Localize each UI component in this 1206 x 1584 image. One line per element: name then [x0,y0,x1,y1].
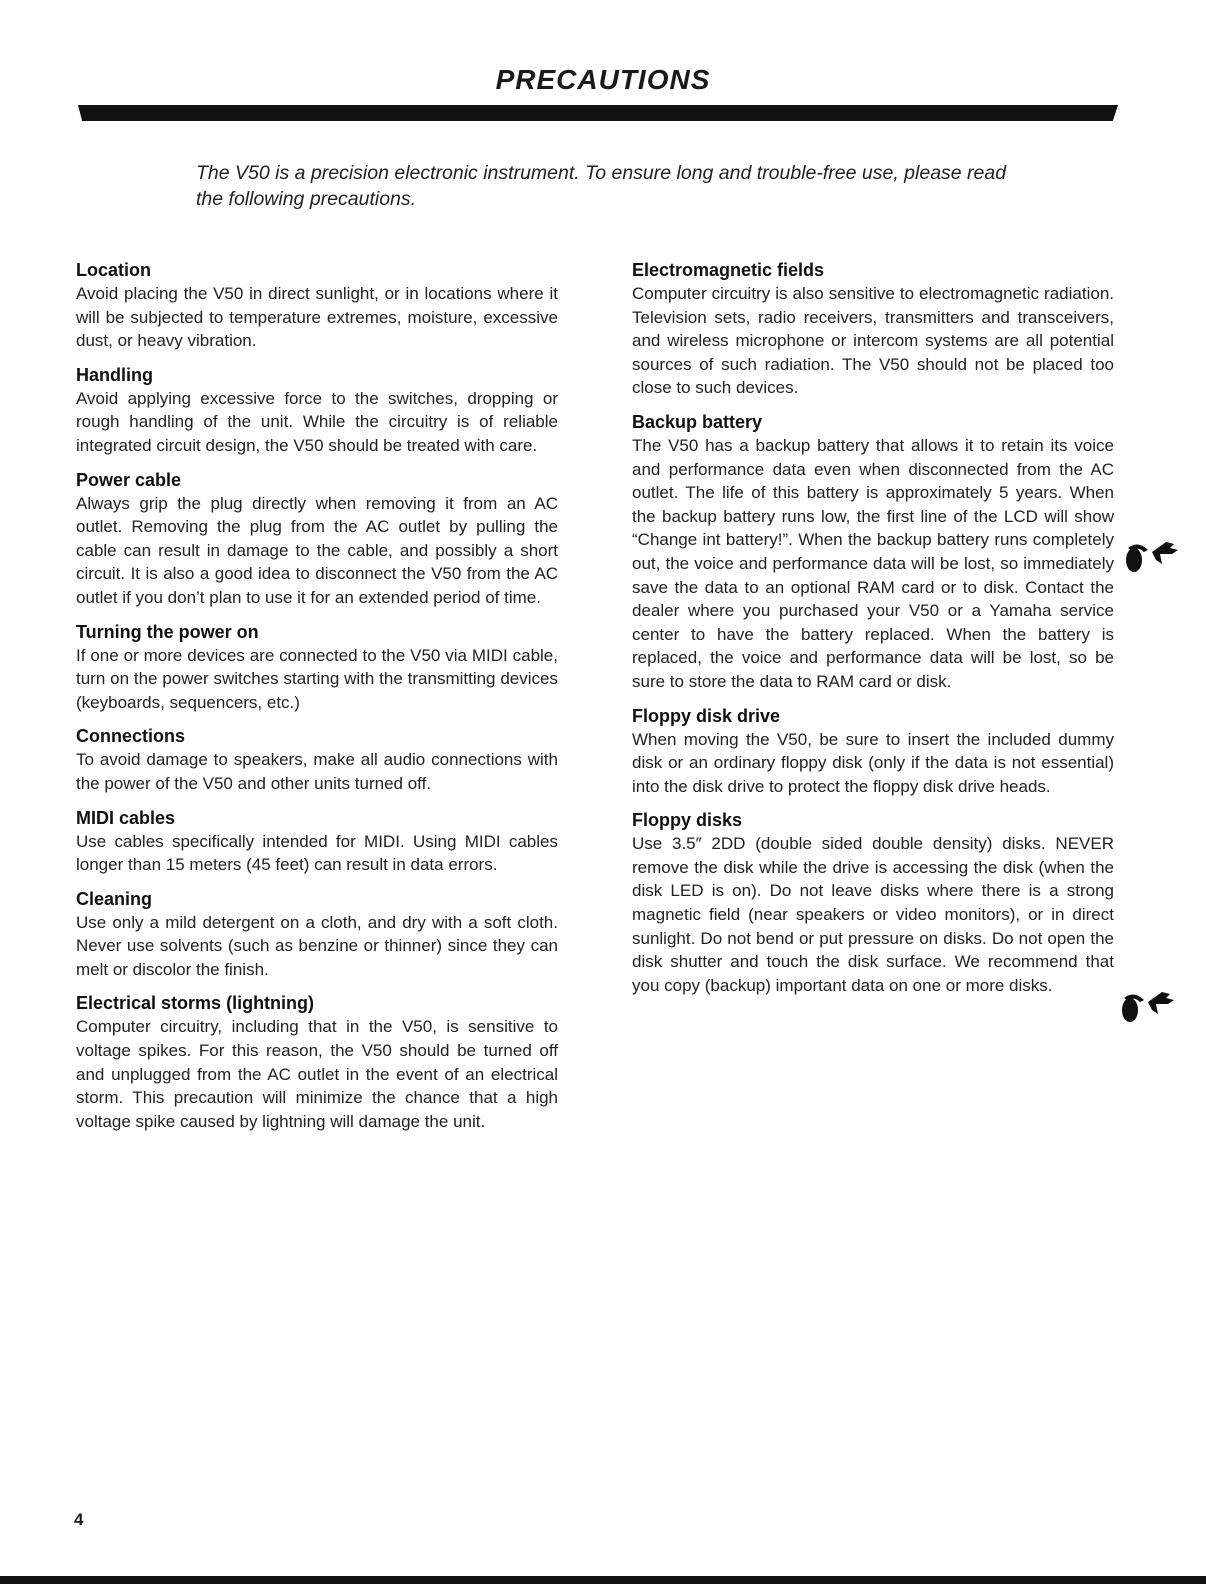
section-body: To avoid damage to speakers, make all audio connections with the power of the V50 and other units turned off. [76,750,558,793]
section-floppy-disks [632,808,1114,997]
section-cleaning [76,887,558,982]
left-column [76,258,558,1143]
section-power-cable [76,468,558,610]
section-body: Use 3.5″ 2DD (double sided double density) disks. NEVER remove the disk while the drive is accessing the disk (when the disk LED is on). Do not leave disks where there is a strong magnetic field (near speakers or video monitors), or in direct sunlight. Do not bend or put pressure on disks. Do not open the disk shutter and touch the disk surface. We recommend that you copy (backup) important data on one or more disks. [632,834,1114,995]
section-heading: Power cable [76,469,182,490]
right-column [632,258,1114,1007]
section-heading: Location [76,260,151,280]
section-location [76,258,558,353]
section-body: Use only a mild detergent on a cloth, and dry with a soft cloth. Never use solvents (such as benzine or thinner) since they can melt or discolor the finish. [76,912,558,979]
section-body: Computer circuitry, including that in the V50, is sensitive to voltage spikes. For this reason, the V50 should be turned off and unplugged from the AC outlet in the event of an electrical storm. This precaution will minimize the chance that a high voltage spike caused by lightning will damage the unit. [76,1017,558,1131]
section-body: The V50 has a backup battery that allows it to retain its voice and performance data even when disconnected from the AC outlet. The life of this battery is approximately 5 years. When the backup battery runs low, the first line of the LCD will show “Change int battery!”. When the backup battery runs completely out, the voice and performance data will be lost, so immediately save the data to an optional RAM card or to disk. Contact the dealer where you purchased your V50 or a Yamaha service center to have the battery replaced. When the battery is replaced, the voice and performance data will be lost, so be sure to store the data to RAM card or disk. [632,435,1114,691]
section-heading: Electrical storms (lightning) [76,993,315,1014]
intro-text: The V50 is a precision electronic instrument. To ensure long and trouble-free use, please read the following precautions. [196,162,1007,210]
section-heading: Backup battery [632,411,763,432]
section-body: Avoid applying excessive force to the switches, dropping or rough handling of the unit. While the circuitry is of reliable integrated circuit design, the V50 should be treated with care. [76,388,558,455]
section-midi-cables [76,806,558,877]
bottom-rule [0,1576,1206,1584]
section-body: If one or more devices are connected to the V50 via MIDI cable, turn on the power switches starting with the transmitting devices (keyboards, sequencers, etc.) [76,645,558,712]
page-number: 4 [74,1510,84,1529]
section-heading: Electromagnetic fields [632,260,825,280]
section-connections [76,724,558,795]
section-heading: Connections [76,726,186,747]
section-body: Computer circuitry is also sensitive to electromagnetic radiation. Television sets, radio receivers, transmitters and transceivers, and wireless microphone or intercom systems are all potential sources of such radiation. The V50 should not be placed too close to such devices. [632,284,1114,398]
page-title: PRECAUTIONS [495,64,711,95]
section-body: Avoid placing the V50 in direct sunlight, or in locations where it will be subjected to temperature extremes, moisture, excessive dust, or heavy vibration. [76,284,558,351]
section-heading: Cleaning [76,888,153,909]
section-backup-battery [632,410,1114,694]
section-turning-power-on [76,620,558,715]
section-heading: Turning the power on [76,621,259,642]
section-heading: Floppy disk drive [632,705,781,726]
section-heading: MIDI cables [76,807,176,828]
section-electromagnetic-fields [632,258,1114,400]
section-handling [76,363,558,458]
section-heading: Handling [76,364,153,385]
section-floppy-disk-drive [632,704,1114,799]
title-rule [78,105,1118,121]
section-electrical-storms [76,991,558,1133]
section-body: When moving the V50, be sure to insert the included dummy disk or an ordinary floppy disk (only if the data is not essential) into the disk drive to protect the floppy disk drive heads. [632,729,1114,796]
pointing-hand-icon [1120,538,1180,574]
pointing-hand-icon [1114,986,1174,1022]
section-body: Always grip the plug directly when removing it from an AC outlet. Removing the plug from the AC outlet by pulling the cable can result in damage to the cable, and possibly a short circuit. It is also a good idea to disconnect the V50 from the AC outlet if you don’t plan to use it for an extended period of time. [76,493,558,607]
section-body: Use cables specifically intended for MIDI. Using MIDI cables longer than 15 meters (45 feet) can result in data errors. [76,831,558,875]
section-heading: Floppy disks [632,810,743,831]
